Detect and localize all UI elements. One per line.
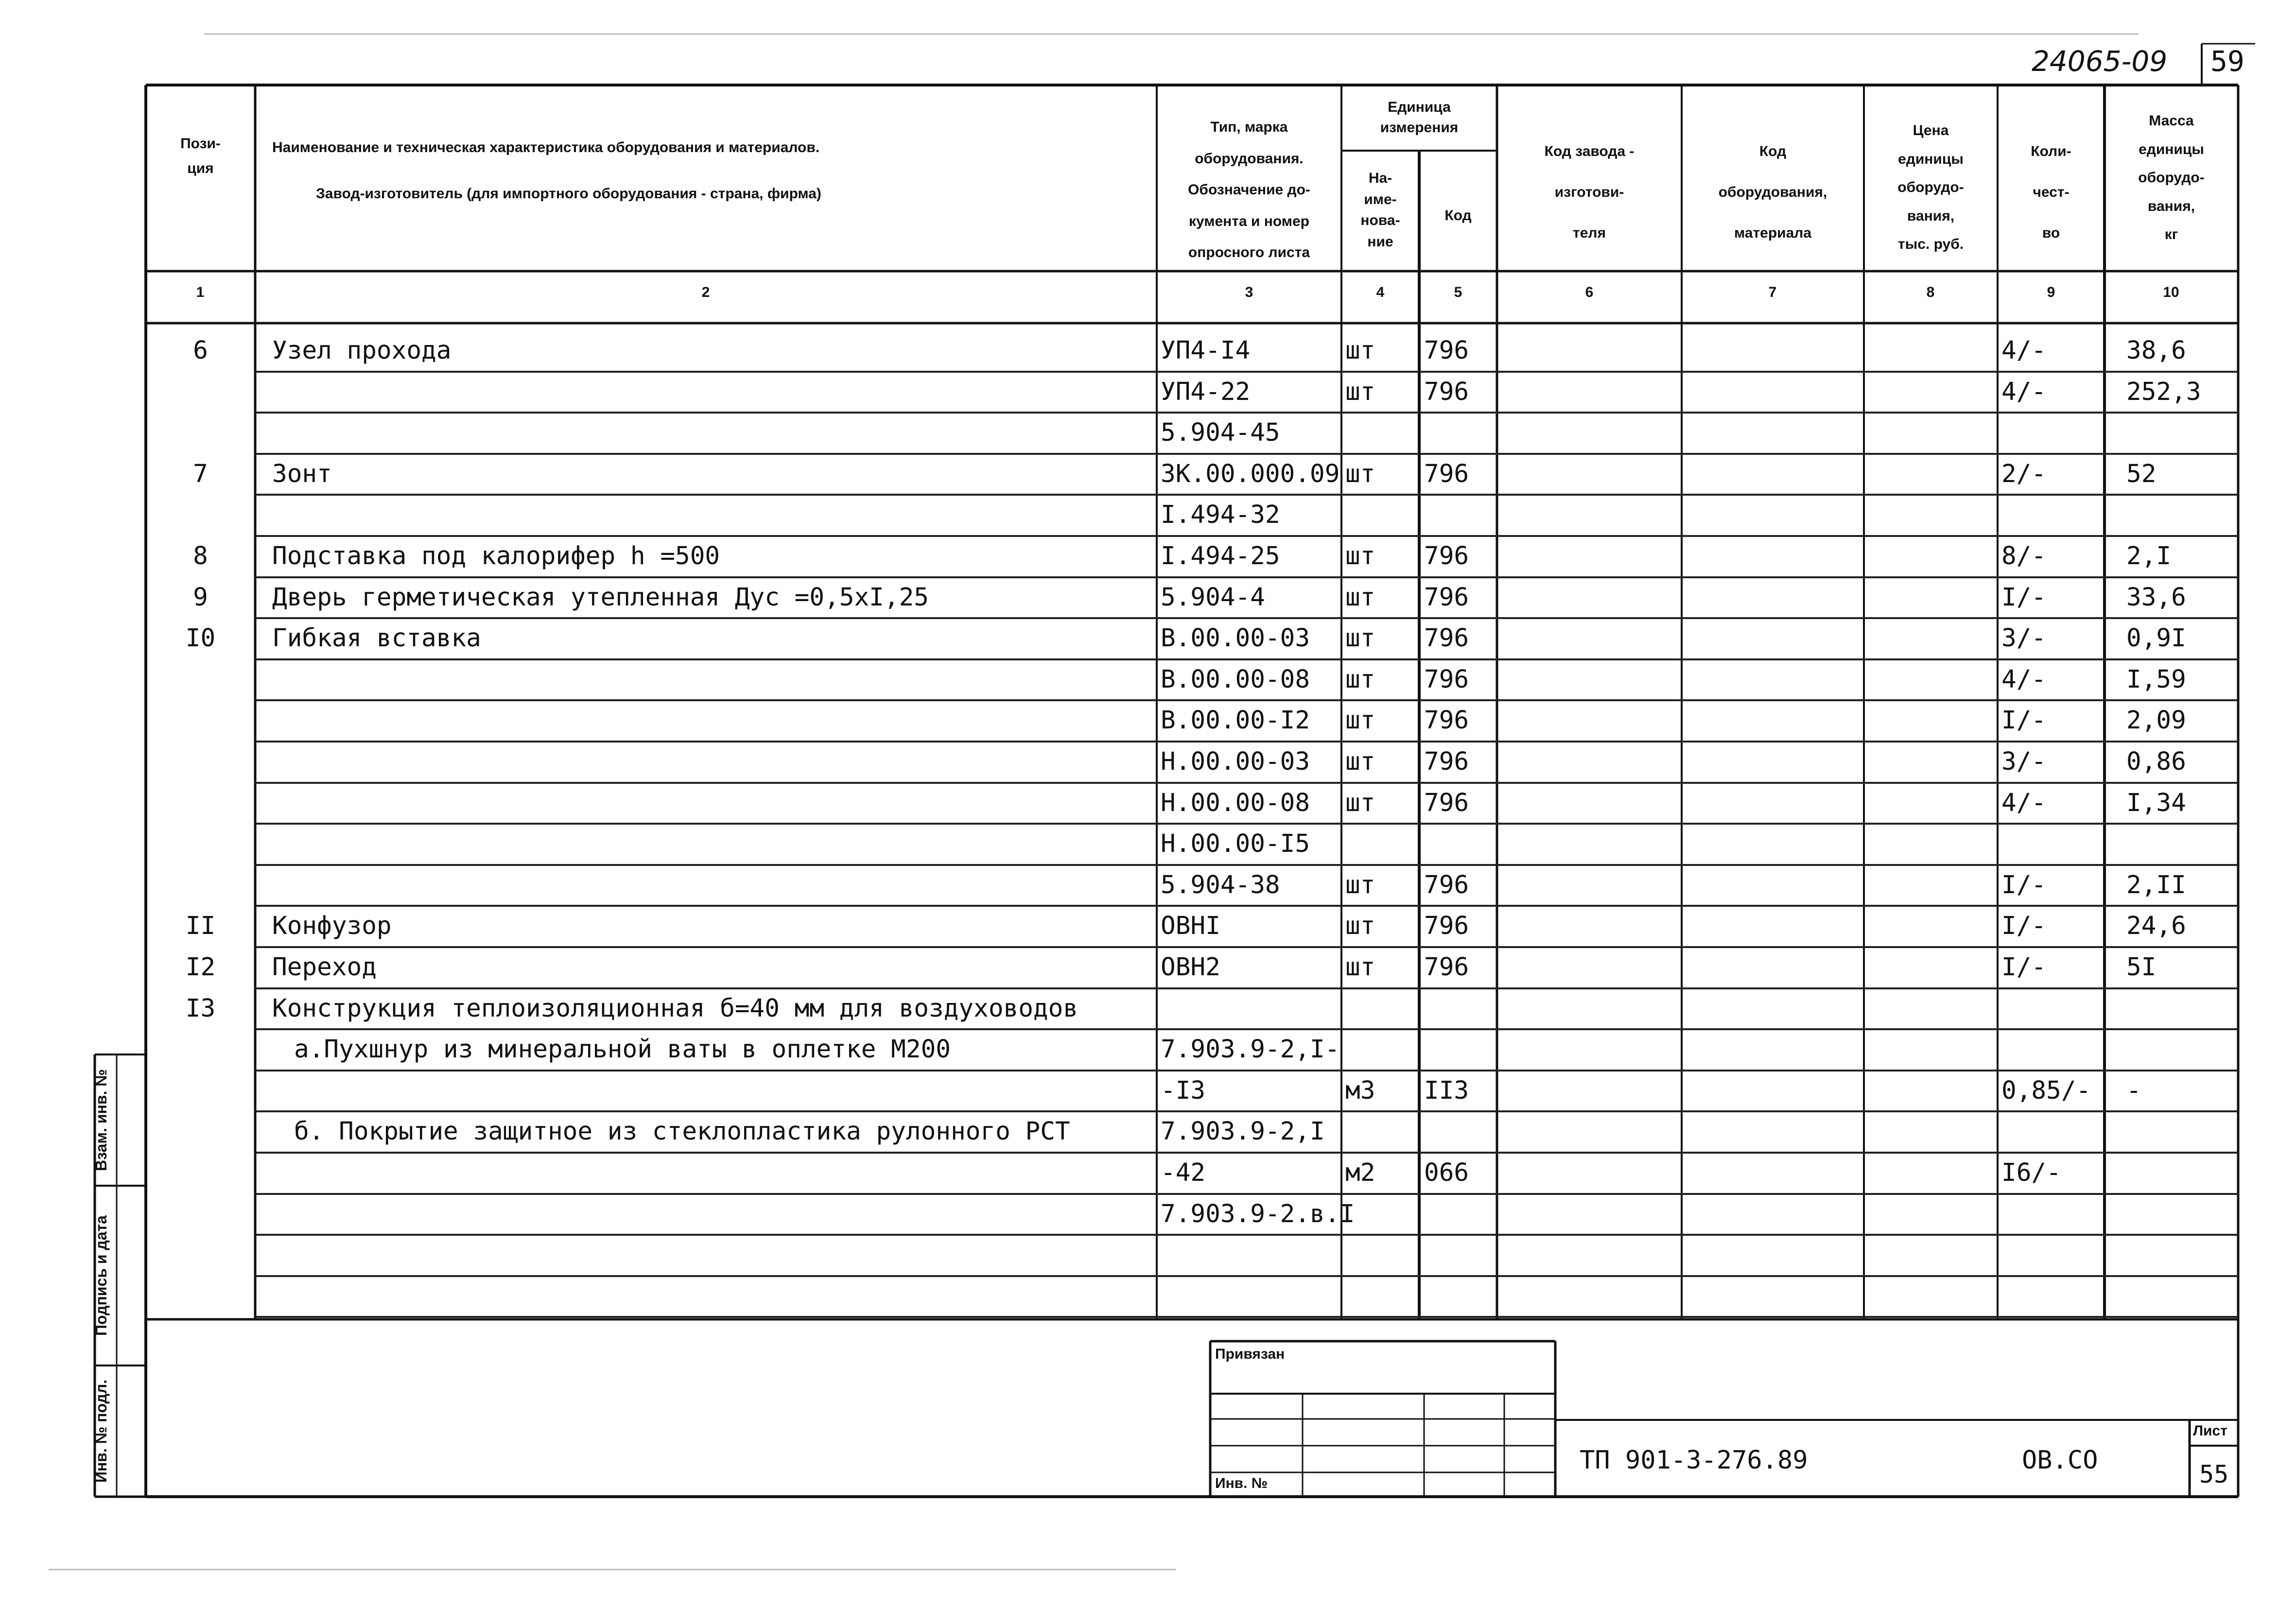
side-label-original-inv: Инв. № подл. — [92, 1379, 110, 1483]
side-label-replaced-inv: Взам. инв. № — [92, 1069, 110, 1171]
cell-code: 796 — [1424, 706, 1469, 735]
cell-type: 7.903.9-2,I- — [1161, 1035, 1340, 1064]
cell-code: II3 — [1424, 1076, 1469, 1105]
cell-code: 796 — [1424, 747, 1469, 776]
header-unit-code: Код — [1444, 207, 1472, 224]
cell-unit: шт — [1345, 583, 1375, 612]
section-code: ОВ.СО — [2022, 1446, 2098, 1475]
cell-unit: шт — [1345, 378, 1375, 406]
sheet-code: 24065-09 — [2032, 45, 2168, 78]
cell-name: Узел прохода — [272, 336, 452, 365]
cell-type: -I3 — [1161, 1076, 1206, 1105]
cell-qty: I/- — [2001, 871, 2047, 899]
cell-pos: 9 — [193, 583, 208, 612]
cell-unit: шт — [1345, 912, 1375, 940]
cell-code: 796 — [1424, 624, 1469, 653]
column-number: 6 — [1585, 284, 1594, 300]
cell-code: 796 — [1424, 871, 1469, 899]
cell-mass: 0,9I — [2126, 624, 2186, 653]
column-number: 10 — [2163, 284, 2179, 300]
stamp-privyazan-label: Привязан — [1215, 1346, 1285, 1362]
cell-code: 796 — [1424, 953, 1469, 982]
cell-mass: 252,3 — [2126, 378, 2201, 406]
cell-unit: шт — [1345, 706, 1375, 735]
cell-type: 7.903.9-2.в.I — [1161, 1200, 1355, 1228]
cell-qty: I/- — [2001, 583, 2047, 612]
cell-code: 796 — [1424, 378, 1469, 406]
cell-name: Гибкая вставка — [272, 624, 481, 653]
cell-code: 796 — [1424, 460, 1469, 488]
cell-qty: 3/- — [2001, 747, 2047, 776]
cell-name: Переход — [272, 953, 377, 982]
cell-unit: шт — [1345, 336, 1375, 365]
header-mass: Масса единицы оборудо- вания, кг — [2138, 113, 2205, 242]
cell-unit: шт — [1345, 460, 1375, 488]
cell-mass: I,34 — [2126, 789, 2186, 817]
cell-code: 066 — [1424, 1158, 1469, 1187]
column-number: 3 — [1245, 284, 1253, 300]
column-number: 7 — [1768, 284, 1777, 300]
cell-pos: I2 — [185, 953, 216, 982]
cell-code: 796 — [1424, 583, 1469, 612]
cell-mass: 5I — [2126, 953, 2157, 982]
cell-unit: шт — [1345, 665, 1375, 694]
cell-qty: 4/- — [2001, 665, 2047, 694]
header-type: Тип, марка оборудования. Обозначение до- кумента и номер опросного листа — [1188, 119, 1310, 260]
cell-code: 796 — [1424, 542, 1469, 570]
cell-qty: I/- — [2001, 706, 2047, 735]
cell-type: 5.904-4 — [1161, 583, 1265, 612]
cell-name: Конструкция теплоизоляционная б=40 мм для воздуховодов — [272, 994, 1078, 1023]
cell-unit: шт — [1345, 542, 1375, 570]
cell-type: I.494-25 — [1161, 542, 1280, 570]
cell-qty: 3/- — [2001, 624, 2047, 653]
cell-name: Зонт — [272, 460, 332, 488]
cell-mass: 33,6 — [2126, 583, 2186, 612]
cell-mass: 52 — [2126, 460, 2157, 488]
cell-mass: 2,II — [2126, 871, 2186, 899]
side-label-signature-date: Подпись и дата — [92, 1215, 110, 1336]
cell-mass: - — [2126, 1076, 2141, 1105]
cell-type: В.00.00-08 — [1161, 665, 1310, 694]
cell-name: а.Пухшнур из минеральной ваты в оплетке М200 — [294, 1035, 951, 1064]
cell-unit: шт — [1345, 747, 1375, 776]
cell-unit: м3 — [1345, 1076, 1375, 1105]
cell-mass: 38,6 — [2126, 336, 2186, 365]
cell-qty: I/- — [2001, 912, 2047, 940]
column-number: 4 — [1376, 284, 1385, 300]
cell-mass: I,59 — [2126, 665, 2186, 694]
cell-type: ЗК.00.000.09 — [1161, 460, 1340, 488]
cell-pos: 8 — [193, 542, 208, 570]
column-number: 2 — [701, 284, 710, 300]
column-number: 9 — [2047, 284, 2055, 300]
cell-type: I.494-32 — [1161, 501, 1280, 529]
cell-code: 796 — [1424, 912, 1469, 940]
header-name-line2: Завод-изготовитель (для импортного оборудования - страна, фирма) — [316, 186, 821, 202]
cell-name: Дверь герметическая утепленная Дус =0,5хI,25 — [272, 583, 929, 612]
cell-unit: шт — [1345, 789, 1375, 817]
header-position: Пози- ция — [180, 136, 221, 176]
cell-qty: 2/- — [2001, 460, 2047, 488]
header-unit-name: На- име- нова- ние — [1360, 170, 1400, 250]
column-number: 1 — [196, 284, 205, 300]
header-equipment-code: Код оборудования, материала — [1718, 143, 1827, 241]
cell-unit: шт — [1345, 953, 1375, 982]
cell-mass: 0,86 — [2126, 747, 2186, 776]
stamp-inv-label: Инв. № — [1215, 1475, 1268, 1491]
header-unit-group: Единица измерения — [1380, 99, 1459, 136]
cell-mass: 2,I — [2126, 542, 2172, 570]
sheet-label: Лист — [2193, 1423, 2227, 1439]
cell-type: 7.903.9-2,I — [1161, 1117, 1325, 1146]
cell-type: -42 — [1161, 1158, 1206, 1187]
cell-type: УП4-I4 — [1161, 336, 1251, 365]
cell-mass: 24,6 — [2126, 912, 2186, 940]
cell-qty: 4/- — [2001, 336, 2047, 365]
cell-qty: I/- — [2001, 953, 2047, 982]
cell-code: 796 — [1424, 789, 1469, 817]
cell-type: Н.00.00-08 — [1161, 789, 1310, 817]
cell-type: ОВНI — [1161, 912, 1220, 940]
document-code: ТП 901-3-276.89 — [1580, 1446, 1808, 1475]
cell-qty: 4/- — [2001, 378, 2047, 406]
cell-type: В.00.00-03 — [1161, 624, 1310, 653]
column-number: 8 — [1926, 284, 1935, 300]
cell-type: В.00.00-I2 — [1161, 706, 1310, 735]
cell-type: Н.00.00-03 — [1161, 747, 1310, 776]
sheet-number: 55 — [2199, 1460, 2229, 1488]
header-plant-code: Код завода - изготови- теля — [1544, 143, 1635, 241]
cell-unit: шт — [1345, 871, 1375, 899]
cell-qty: 4/- — [2001, 789, 2047, 817]
cell-unit: шт — [1345, 624, 1375, 653]
cell-code: 796 — [1424, 336, 1469, 365]
cell-pos: 6 — [193, 336, 208, 365]
cell-qty: 0,85/- — [2001, 1076, 2091, 1105]
cell-qty: I6/- — [2001, 1158, 2061, 1187]
cell-mass: 2,09 — [2126, 706, 2186, 735]
cell-type: 5.904-38 — [1161, 871, 1280, 899]
cell-name: Конфузор — [272, 912, 392, 940]
cell-type: ОВН2 — [1161, 953, 1220, 982]
cell-name: Подставка под калорифер h =500 — [272, 542, 720, 570]
corner-page-number: 59 — [2210, 45, 2244, 78]
cell-pos: 7 — [193, 460, 208, 488]
header-quantity: Коли- чест- во — [2031, 143, 2071, 241]
cell-pos: II — [185, 912, 216, 940]
column-number: 5 — [1454, 284, 1462, 300]
cell-pos: I0 — [185, 624, 216, 653]
cell-type: Н.00.00-I5 — [1161, 829, 1310, 858]
cell-name: б. Покрытие защитное из стеклопластика рулонного РСТ — [294, 1117, 1070, 1146]
cell-type: 5.904-45 — [1161, 418, 1280, 447]
cell-type: УП4-22 — [1161, 378, 1251, 406]
header-name-line1: Наименование и техническая характеристика оборудования и материалов. — [272, 139, 820, 156]
cell-unit: м2 — [1345, 1158, 1375, 1187]
cell-code: 796 — [1424, 665, 1469, 694]
header-price: Цена единицы оборудо- вания, тыс. руб. — [1897, 122, 1964, 252]
cell-qty: 8/- — [2001, 542, 2047, 570]
cell-pos: I3 — [185, 994, 216, 1023]
